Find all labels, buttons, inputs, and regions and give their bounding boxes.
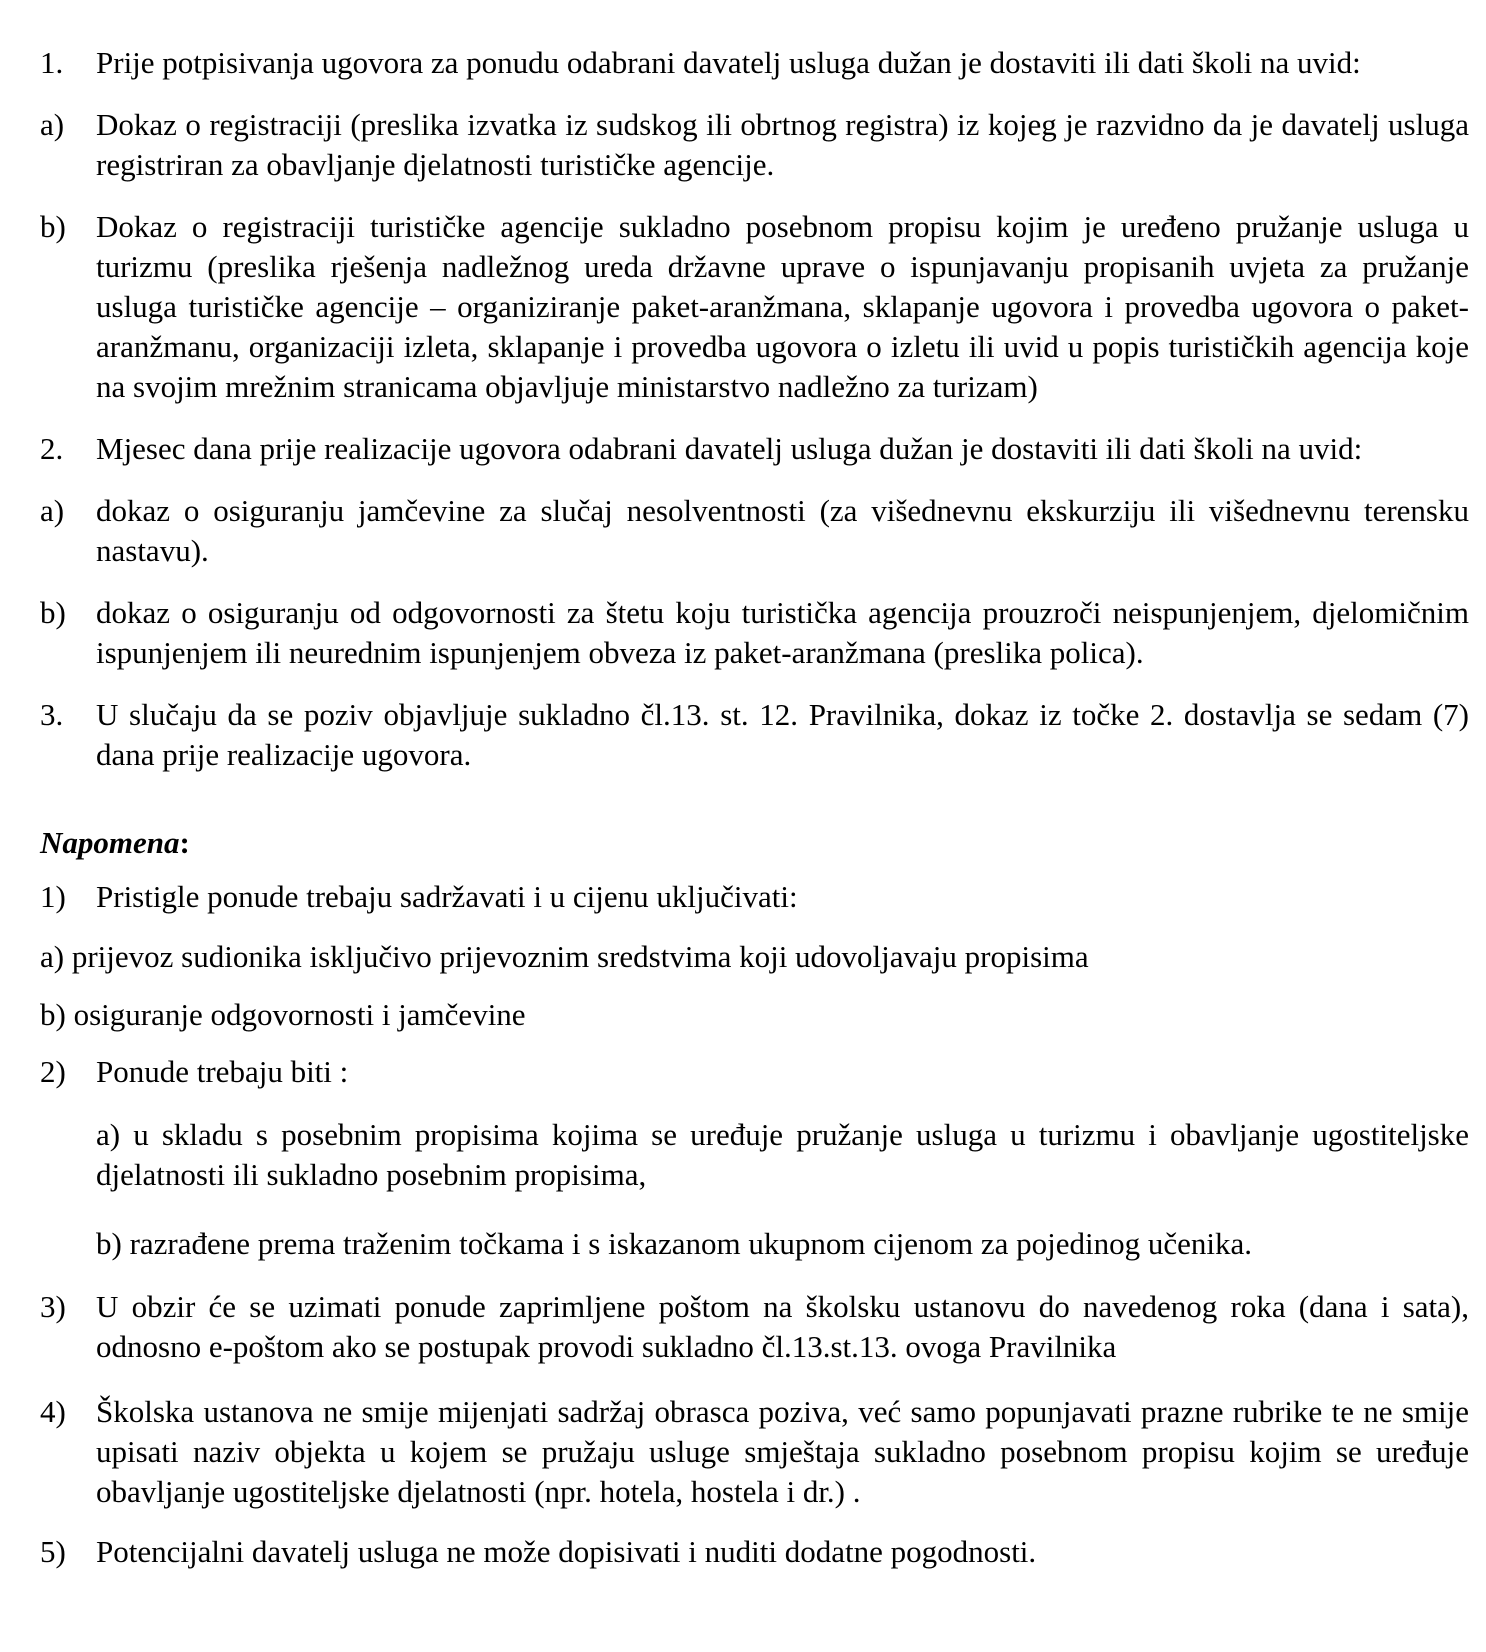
item-text: Školska ustanova ne smije mijenjati sadržaj obrasca poziva, već samo popunjavati prazne rubrike te ne smije upisati naziv objekta u kojem se pružaju usluge smještaja sukladno posebnom propisu kojim se uređuje obavljanje ugostiteljske djelatnosti (npr. hotela, hostela i dr.) . [96,1394,1469,1509]
list-item-3 [40,695,1469,775]
note-heading-word: Napomena [40,825,180,860]
item-marker: 3. [40,697,64,732]
item-marker: 2) [40,1054,66,1089]
item-text: u skladu s posebnim propisima kojima se uređuje pružanje usluga u turizmu i obavljanje ugostiteljske djelatnosti ili sukladno posebnim propisima, [96,1117,1470,1192]
item-marker: b) [40,595,66,630]
item-text: Pristigle ponude trebaju sadržavati i u cijenu uključivati: [96,879,798,914]
note-item-3 [40,1287,1469,1367]
item-text: Mjesec dana prije realizacije ugovora odabrani davatelj usluga dužan je dostaviti ili dati školi na uvid: [96,431,1363,466]
item-text: Potencijalni davatelj usluga ne može dopisivati i nuditi dodatne pogodnosti. [96,1534,1037,1569]
note-item-4 [40,1392,1469,1512]
item-marker: 4) [40,1394,66,1429]
item-text: razrađene prema traženim točkama i s iskazanom ukupnom cijenom za pojedinog učenika. [129,1226,1253,1261]
item-marker: b) [40,209,66,244]
note-item-2 [40,1052,1469,1092]
item-marker: b) [96,1226,122,1261]
list-item-1a [40,105,1469,185]
note-heading-colon: : [179,825,190,860]
note-item-5 [40,1532,1469,1572]
item-marker: 2. [40,431,64,466]
item-text: U slučaju da se poziv objavljuje sukladno čl.13. st. 12. Pravilnika, dokaz iz točke 2. dostavlja se sedam (7) dana prije realizacije ugovora. [96,697,1469,772]
item-text: dokaz o osiguranju jamčevine za slučaj nesolventnosti (za višednevnu ekskurziju ili višednevnu terensku nastavu). [96,493,1469,568]
list-item-1b [40,207,1469,407]
list-item-1 [40,43,1469,83]
item-marker: 1. [40,45,64,80]
note-item-1b [40,995,1469,1035]
item-marker: a) [40,493,65,528]
list-item-2b [40,593,1469,673]
item-text: Dokaz o registraciji turističke agencije sukladno posebnom propisu kojim je uređeno pružanje usluga u turizmu (preslika rješenja nadležnog ureda državne uprave o ispunjavanju propisanih uvjeta za pružanje usluga turističke agencije – organiziranje paket-aranžmana, sklapanje ugovora i provedba ugovora o paket-aranžmanu, organizaciji izleta, sklapanje i provedba ugovora o izletu ili uvid u popis turističkih agencija koje na svojim mrežnim stranicama objavljuje ministarstvo nadležno za turizam) [96,209,1469,404]
note-item-1 [40,877,1469,917]
item-text: Ponude trebaju biti : [96,1054,349,1089]
item-text: Dokaz o registraciji (preslika izvatka iz sudskog ili obrtnog registra) iz kojeg je razvidno da je davatelj usluga registriran za obavljanje djelatnosti turističke agencije. [96,107,1469,182]
item-text: osiguranje odgovornosti i jamčevine [73,997,526,1032]
note-item-2b [96,1224,1469,1264]
item-marker: a) [96,1117,121,1152]
note-item-1a [40,937,1469,977]
note-item-2a [96,1115,1469,1195]
item-text: prijevoz sudionika isključivo prijevoznim sredstvima koji udovoljavaju propisima [71,939,1089,974]
item-text: Prije potpisivanja ugovora za ponudu odabrani davatelj usluga dužan je dostaviti ili dati školi na uvid: [96,45,1361,80]
item-marker: a) [40,939,65,974]
list-item-2a [40,491,1469,571]
list-item-2 [40,429,1469,469]
note-heading [40,823,1469,863]
item-marker: 5) [40,1534,66,1569]
item-marker: b) [40,997,66,1032]
item-text: dokaz o osiguranju od odgovornosti za štetu koju turistička agencija prouzroči neispunjenjem, djelomičnim ispunjenjem ili neurednim ispunjenjem obveza iz paket-aranžmana (preslika polica). [96,595,1469,670]
item-marker: 1) [40,879,66,914]
item-text: U obzir će se uzimati ponude zaprimljene poštom na školsku ustanovu do navedenog roka (dana i sata), odnosno e-poštom ako se postupak provodi sukladno čl.13.st.13. ovoga Pravilnika [96,1289,1469,1364]
item-marker: 3) [40,1289,66,1324]
item-marker: a) [40,107,65,142]
